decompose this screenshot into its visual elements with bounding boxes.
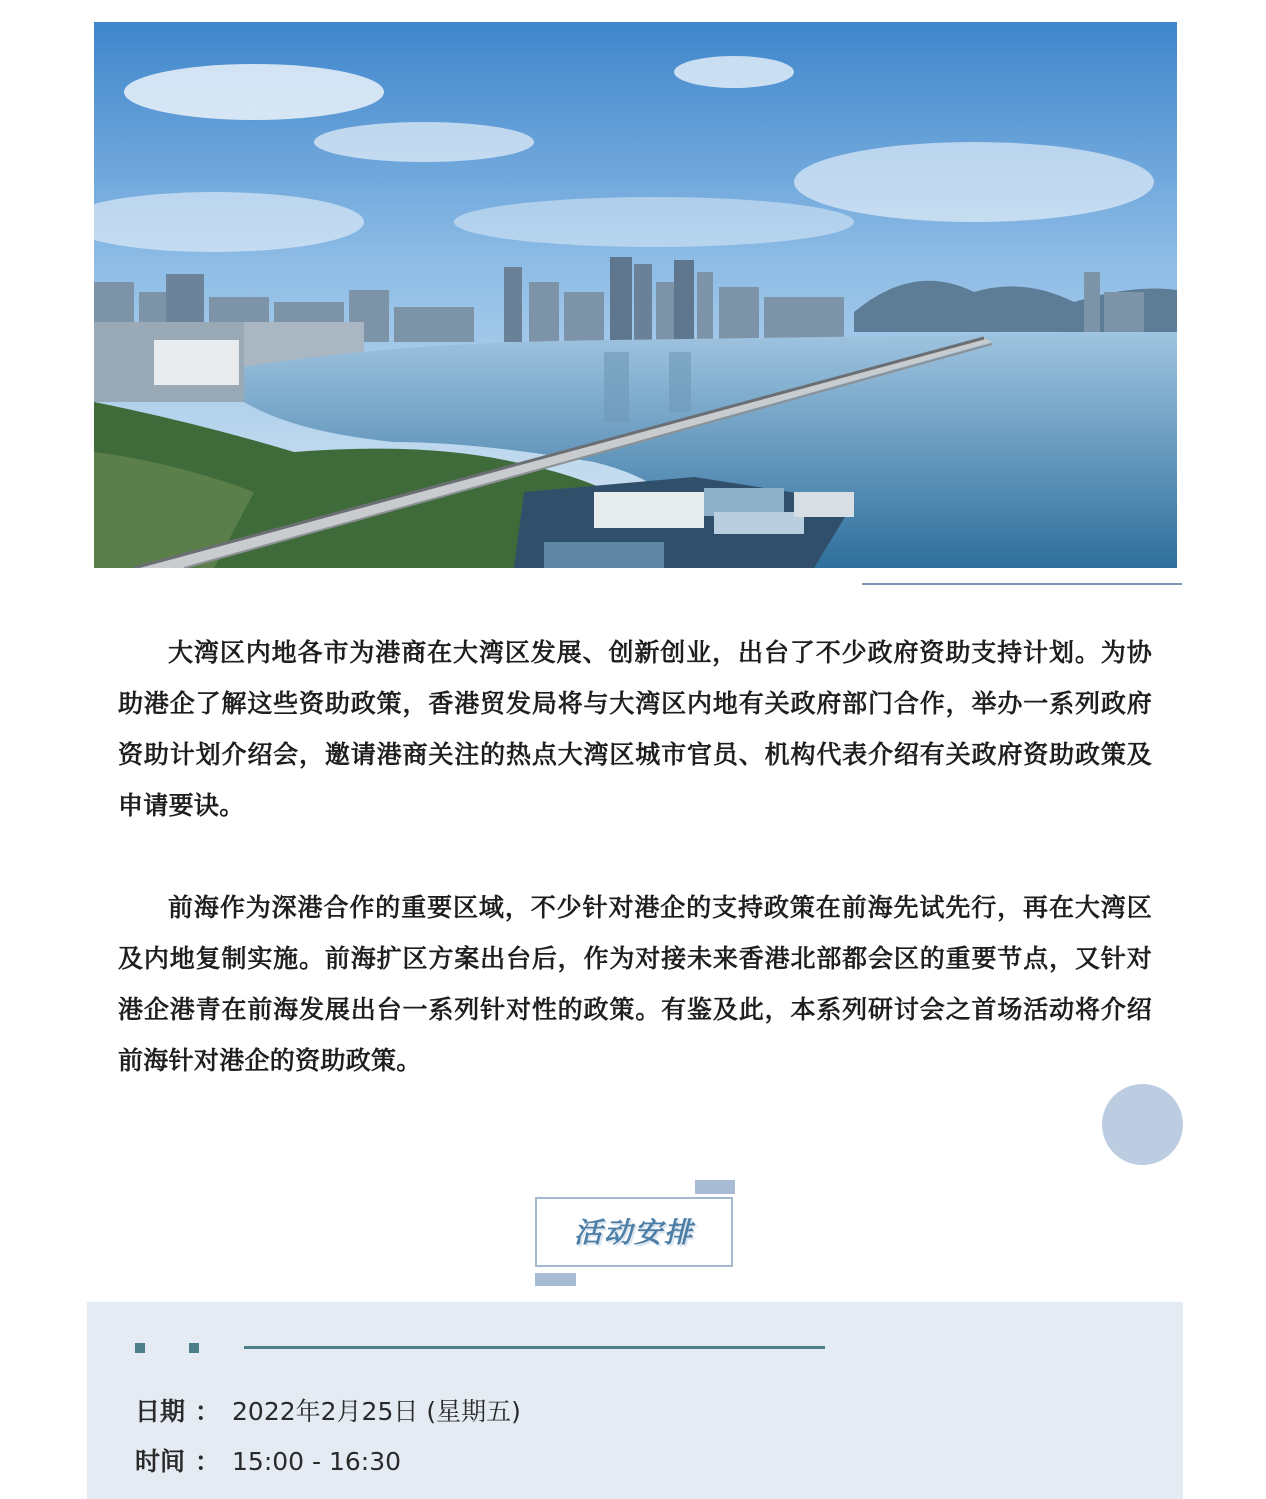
hero-underline-rule [862, 583, 1182, 585]
intro-paragraph-2: 前海作为深港合作的重要区域，不少针对港企的支持政策在前海先试先行，再在大湾区及内地复制实施。前海扩区方案出台后，作为对接未来香港北部都会区的重要节点，又针对港企港青在前海发展出台一系列针对性的政策。有鉴及此，本系列研讨会之首场活动将介绍前海针对港企的资助政策。 [118, 893, 1152, 1075]
date-colon: ： [195, 1397, 221, 1426]
hero-photo [94, 22, 1177, 568]
schedule-date-row [135, 1392, 521, 1432]
bay-bridge-skyline-photo [94, 22, 1177, 568]
time-colon: ： [195, 1447, 221, 1476]
schedule-panel [87, 1302, 1183, 1499]
schedule-time-row [135, 1442, 401, 1482]
time-label: 时间 [135, 1447, 186, 1476]
decorative-circle [1102, 1084, 1183, 1165]
date-label: 日期 [135, 1397, 186, 1426]
time-value: 15:00 - 16:30 [232, 1447, 402, 1476]
bullet-square-icon [189, 1343, 199, 1353]
schedule-panel-rule [244, 1346, 825, 1349]
section-heading-accent-top [695, 1180, 735, 1194]
bullet-square-icon [135, 1343, 145, 1353]
date-value: 2022年2月25日 (星期五) [232, 1397, 521, 1426]
intro-paragraph-1: 大湾区内地各市为港商在大湾区发展、创新创业，出台了不少政府资助支持计划。为协助港企了解这些资助政策，香港贸发局将与大湾区内地有关政府部门合作，举办一系列政府资助计划介绍会，邀请港商关注的热点大湾区城市官员、机构代表介绍有关政府资助政策及申请要诀。 [118, 638, 1152, 820]
section-heading-title: 活动安排 [573, 1216, 694, 1249]
section-heading-accent-bottom [535, 1273, 576, 1286]
